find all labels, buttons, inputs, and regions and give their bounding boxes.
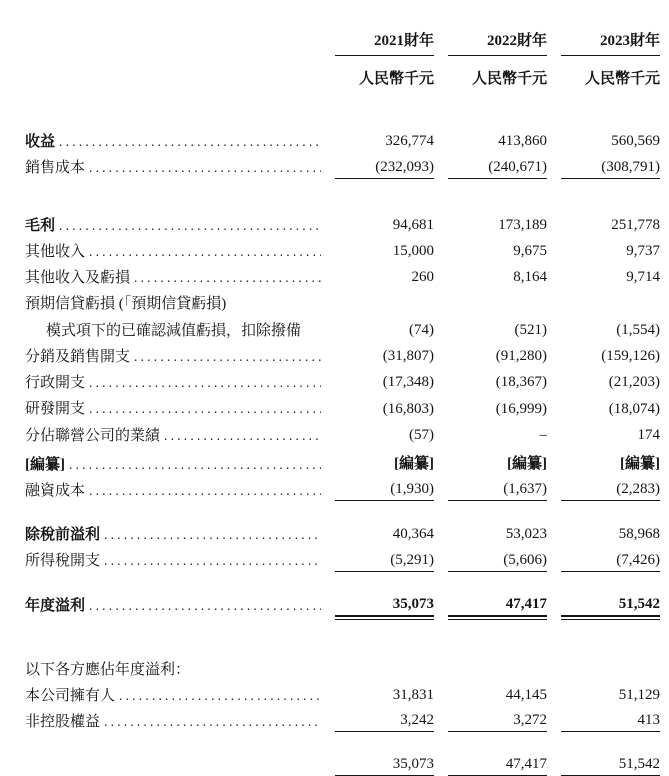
- header-row-years: [25, 26, 660, 59]
- cell-value: 326,774: [385, 133, 434, 150]
- cell-value: (74): [409, 321, 434, 338]
- header-label-spacer: [25, 59, 321, 93]
- dot-leader: [85, 374, 321, 392]
- cell-value: [編纂]: [507, 455, 547, 472]
- cell-value: 9,714: [626, 269, 660, 286]
- dot-leader: [85, 243, 321, 261]
- row-label: 模式項下的已確認減值虧損，扣除撥備: [46, 322, 302, 339]
- row-label: 非控股權益: [25, 714, 101, 730]
- column-header-unit: 人民幣千元: [584, 71, 660, 87]
- table-row: [25, 129, 660, 155]
- section-spacer: [25, 735, 660, 753]
- cell-value: 31,831: [392, 687, 434, 703]
- table-row: [25, 396, 660, 422]
- dot-leader: [115, 687, 321, 705]
- cell-value: 40,364: [392, 526, 434, 543]
- table-row: [25, 265, 660, 291]
- cell-value: (5,606): [448, 552, 547, 572]
- cell-value: (16,999): [495, 400, 547, 417]
- cell-value: 413: [561, 712, 660, 732]
- cell-value: 58,968: [618, 526, 660, 543]
- cell-value: 3,272: [448, 712, 547, 732]
- row-label: 所得稅開支: [25, 553, 101, 570]
- row-label: 收益: [25, 134, 56, 150]
- table-row: [25, 683, 660, 709]
- row-label: 年度溢利: [25, 598, 86, 615]
- dot-leader: [55, 217, 321, 235]
- cell-value: (17,348): [382, 374, 434, 391]
- dot-leader: [85, 159, 321, 177]
- cell-value: 53,023: [505, 526, 547, 543]
- cell-value: 560,569: [611, 133, 660, 150]
- dot-leader: [160, 427, 321, 445]
- table-row: [25, 370, 660, 396]
- cell-value: 173,189: [498, 216, 547, 233]
- table-row: [25, 709, 660, 735]
- row-label: 行政開支: [25, 375, 86, 391]
- cell-value: (159,126): [601, 348, 660, 364]
- cell-value: 413,860: [498, 133, 547, 150]
- cell-value: [561, 678, 660, 680]
- cell-value: 174: [637, 426, 660, 443]
- table-row: [25, 753, 660, 776]
- table-row: [25, 522, 660, 548]
- cell-value: 35,073: [335, 756, 434, 776]
- table-row: [25, 213, 660, 239]
- dot-leader: [130, 269, 321, 287]
- income-statement-table: [25, 26, 660, 776]
- row-label: 毛利: [25, 217, 56, 234]
- cell-value: 44,145: [505, 687, 547, 703]
- table-row: [25, 291, 660, 317]
- cell-value: (1,930): [335, 481, 434, 501]
- cell-value: 9,737: [626, 243, 660, 259]
- cell-value: (18,074): [608, 400, 660, 417]
- cell-value: [335, 678, 434, 680]
- cell-value: 51,542: [561, 596, 660, 617]
- dot-leader: [130, 348, 321, 366]
- row-label: 本公司擁有人: [25, 687, 116, 704]
- cell-value: [335, 313, 434, 315]
- cell-value: (18,367): [495, 374, 547, 391]
- row-label: 銷售成本: [25, 160, 86, 177]
- row-label: 研發開支: [25, 401, 86, 418]
- cell-value: (7,426): [561, 552, 660, 572]
- column-header-year-2021: 2021財年: [335, 29, 434, 56]
- table-row: [25, 423, 660, 449]
- dot-leader: [100, 526, 321, 544]
- dot-leader: [85, 400, 321, 418]
- table-row: [25, 657, 660, 683]
- cell-value: (31,807): [382, 348, 434, 364]
- table-row: [25, 344, 660, 370]
- table-row: [25, 155, 660, 181]
- table-row: [25, 593, 660, 620]
- row-label: 以下各方應佔年度溢利：: [25, 661, 191, 678]
- dot-leader: [65, 456, 321, 474]
- section-spacer: [25, 620, 660, 657]
- cell-value: –: [539, 426, 547, 443]
- cell-value: 94,681: [392, 216, 434, 233]
- cell-value: (57): [409, 426, 434, 443]
- cell-value: (308,791): [561, 159, 660, 179]
- dot-leader: [85, 597, 321, 615]
- header-row-units: [25, 59, 660, 93]
- column-header-unit: 人民幣千元: [358, 71, 434, 87]
- column-header-year-2022: 2022財年: [448, 29, 547, 56]
- cell-value: 251,778: [611, 216, 660, 233]
- row-label: 融資成本: [25, 482, 86, 499]
- cell-value: 35,073: [335, 596, 434, 617]
- cell-value: 51,129: [618, 687, 660, 703]
- cell-value: (1,637): [448, 481, 547, 501]
- section-spacer: [25, 504, 660, 522]
- cell-value: (16,803): [382, 400, 434, 417]
- cell-value: (1,554): [616, 321, 660, 338]
- table-row: [25, 478, 660, 504]
- section-spacer: [25, 182, 660, 213]
- table-row: [25, 318, 660, 344]
- column-header-year-2023: 2023財年: [561, 29, 660, 56]
- row-label: 除稅前溢利: [25, 527, 101, 543]
- cell-value: 47,417: [448, 596, 547, 617]
- cell-value: (521): [514, 321, 547, 338]
- cell-value: [448, 678, 547, 680]
- table-body: [25, 129, 660, 776]
- table-row: [25, 548, 660, 574]
- row-label: 其他收入及虧損: [25, 270, 131, 286]
- cell-value: 9,675: [513, 243, 547, 259]
- cell-value: 260: [411, 269, 434, 286]
- cell-value: [561, 313, 660, 315]
- cell-value: (5,291): [335, 552, 434, 572]
- cell-value: (91,280): [495, 348, 547, 364]
- cell-value: (2,283): [561, 481, 660, 501]
- section-spacer: [25, 575, 660, 593]
- cell-value: 15,000: [392, 243, 434, 259]
- dot-leader: [100, 713, 321, 731]
- cell-value: 47,417: [448, 756, 547, 776]
- row-label: 其他收入: [25, 243, 86, 260]
- cell-value: (21,203): [608, 374, 660, 391]
- table-row: [25, 449, 660, 478]
- dot-leader: [55, 133, 321, 151]
- cell-value: (240,671): [448, 159, 547, 179]
- dot-leader: [100, 552, 321, 570]
- cell-value: 8,164: [513, 269, 547, 286]
- dot-leader: [85, 482, 321, 500]
- cell-value: [編纂]: [620, 455, 660, 472]
- row-label: 預期信貸虧損 (「預期信貸虧損): [25, 296, 227, 313]
- cell-value: [448, 313, 547, 315]
- column-header-unit: 人民幣千元: [471, 71, 547, 87]
- row-label: 分佔聯營公司的業績: [25, 427, 161, 444]
- header-gap: [25, 93, 660, 129]
- cell-value: 3,242: [335, 712, 434, 732]
- header-label-spacer: [25, 26, 321, 59]
- cell-value: 51,542: [561, 756, 660, 776]
- table-row: [25, 239, 660, 265]
- cell-value: [編纂]: [394, 455, 434, 472]
- row-label: 分銷及銷售開支: [25, 348, 131, 365]
- row-label: [編纂]: [25, 456, 65, 473]
- cell-value: (232,093): [335, 159, 434, 179]
